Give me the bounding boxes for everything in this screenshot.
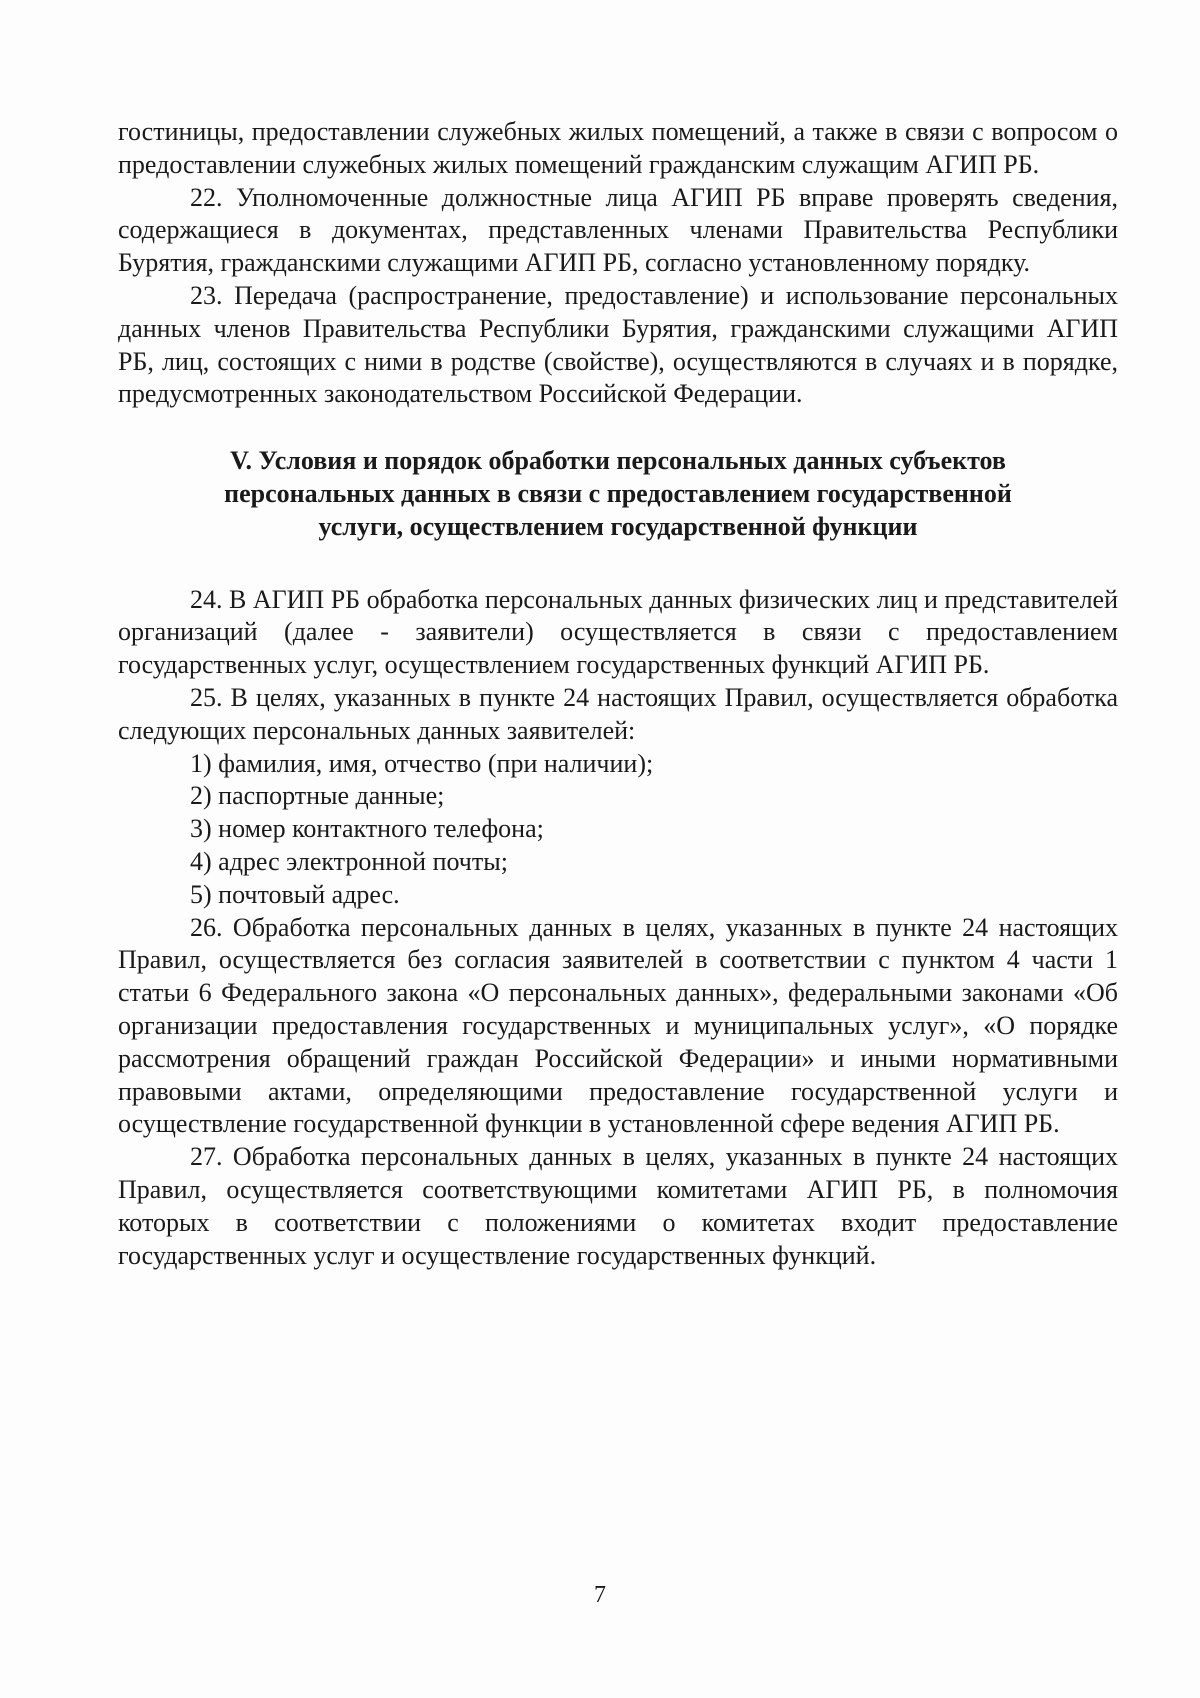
paragraph-continuation: гостиницы, предоставлении служебных жилых помещений, а также в связи с вопросом о предоставлении служебных жилых помещений гражданским служащим АГИП РБ. [118,117,1118,179]
list-item: 2) паспортные данные; [190,781,445,811]
paragraph-22: 22. Уполномоченные должностные лица АГИП РБ вправе проверять сведения, содержащиеся в документах, представленных членами Правительства Республики Бурятия, гражданскими служащими АГИП РБ, согласно установленному порядку. [118,182,1118,278]
list-item: 5) почтовый адрес. [190,879,400,909]
paragraph-25: 25. В целях, указанных в пункте 24 настоящих Правил, осуществляется обработка следующих персональных данных заявителей: [118,682,1118,745]
list-item: 1) фамилия, имя, отчество (при наличии); [190,748,654,778]
paragraph-27: 27. Обработка персональных данных в целях, указанных в пункте 24 настоящих Правил, осуществляется соответствующими комитетами АГИП РБ, в полномочия которых в соответствии с положениями о комитетах входит предоставление государственных услуг и осуществление государственных функций. [118,1142,1118,1270]
list-item: 3) номер контактного телефона; [190,814,544,844]
paragraph-26: 26. Обработка персональных данных в целях, указанных в пункте 24 настоящих Правил, осуществляется без согласия заявителей в соответствии с пунктом 4 части 1 статьи 6 Федерального закона «О персональных данных», федеральными законами «Об организации предоставления государственных и муниципальных услуг», «О порядке рассмотрения обращений граждан Российской Федерации» и иными нормативными правовыми актами, определяющими предоставление государственной услуги и осуществление государственной функции в установленной сфере ведения АГИП РБ. [118,912,1118,1139]
paragraph-23: 23. Передача (распространение, предоставление) и использование персональных данных членов Правительства Республики Бурятия, гражданскими служащими АГИП РБ, лиц, состоящих с ними в родстве (свойстве), осуществляются в случаях и в порядке, предусмотренных законодательством Российской Федерации. [118,280,1118,409]
section-heading: V. Условия и порядок обработки персональных данных субъектов персональных данных в связи с предоставлением государственной услуги, осуществлением государственной функции [224,446,1012,541]
paragraph-24: 24. В АГИП РБ обработка персональных данных физических лиц и представителей организаций (далее - заявители) осуществляется в связи с предоставлением государственных услуг, осуществлением государственных функций АГИП РБ. [118,584,1118,680]
list-item: 4) адрес электронной почты; [190,846,508,876]
page-content [118,116,1118,1272]
page-number: 7 [594,1582,606,1608]
